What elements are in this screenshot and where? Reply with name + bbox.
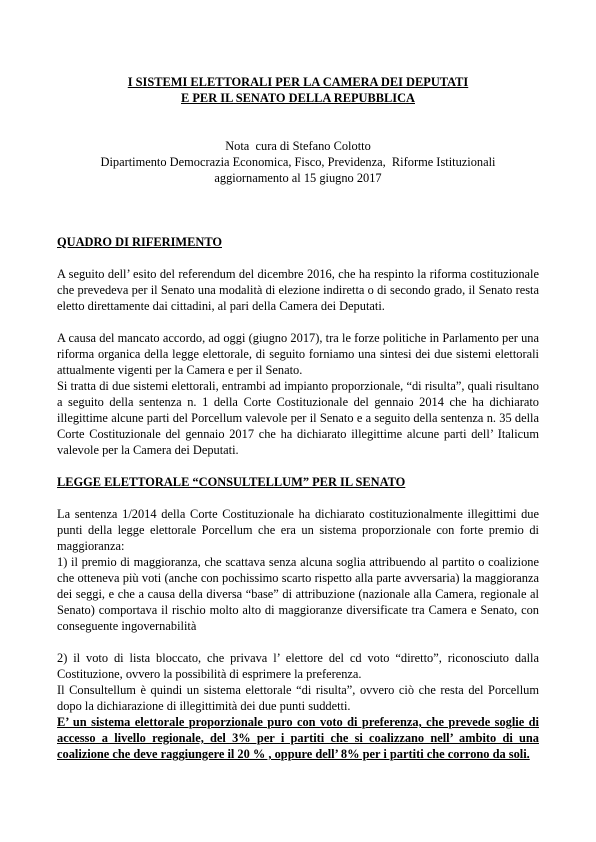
emphasized-paragraph: E’ un sistema elettorale proporzionale puro con voto di preferenza, che prevede soglie di accesso a livello regionale, del 3% per i partiti che si coalizzano nell’ ambito di una coalizione che deve raggiungere il 20 % , oppure dell’ 8% per i partiti che corrono da soli. [57, 715, 539, 761]
section-heading-consultellum: LEGGE ELETTORALE “CONSULTELLUM” PER IL SENATO [57, 475, 406, 489]
note-line-3: aggiornamento al 15 giugno 2017 [214, 171, 382, 185]
section-heading-quadro: QUADRO DI RIFERIMENTO [57, 235, 222, 249]
paragraph: La sentenza 1/2014 della Corte Costituzionale ha dichiarato costituzionalmente illegittimi due punti della legge elettorale Porcellum che era un sistema proporzionale con forte premio di maggioranza: [57, 507, 539, 553]
title-line-2: E PER IL SENATO DELLA REPUBBLICA [181, 91, 415, 105]
paragraph: Si tratta di due sistemi elettorali, entrambi ad impianto proporzionale, “di risulta”, quali risultano a seguito della sentenza n. 1 della Corte Costituzionale del gennaio 2014 che ha dichiarato illegittime alcune parti del Porcellum valevole per il Senato e a seguito della sentenza n. 35 della Corte Costituzionale del gennaio 2017 che ha dichiarato illegittime alcune parti dell’ Italicum valevole per la Camera dei Deputati. [57, 379, 539, 457]
paragraph: 1) il premio di maggioranza, che scattava senza alcuna soglia attribuendo al partito o coalizione che otteneva più voti (anche con pochissimo scarto rispetto alla parte avversaria) la maggioranza dei seggi, e che a causa della diversa “base” di attribuzione (nazionale alla Camera, regionale al Senato) comportava il rischio molto alto di maggioranze diversificate tra Camera e Senato, con conseguente ingovernabilità [57, 555, 539, 633]
paragraph: A seguito dell’ esito del referendum del dicembre 2016, che ha respinto la riforma costituzionale che prevedeva per il Senato una modalità di elezione indiretta o di secondo grado, il Senato resta eletto direttamente dai cittadini, al pari della Camera dei Deputati. [57, 267, 539, 313]
note-line-2: Dipartimento Democrazia Economica, Fisco, Previdenza, Riforme Istituzionali [100, 155, 496, 169]
note-line-1: Nota cura di Stefano Colotto [225, 139, 371, 153]
document-title [0, 74, 596, 106]
paragraph: A causa del mancato accordo, ad oggi (giugno 2017), tra le forze politiche in Parlamento per una riforma organica della legge elettorale, di seguito forniamo una sintesi dei due sistemi elettorali attualmente vigenti per la Camera e per il Senato. [57, 331, 539, 377]
title-line-1: I SISTEMI ELETTORALI PER LA CAMERA DEI DEPUTATI [127, 75, 469, 89]
paragraph: 2) il voto di lista bloccato, che privava l’ elettore del cd voto “diretto”, riconosciuto dalla Costituzione, ovvero la possibilità di esprimere la preferenza. [57, 651, 539, 681]
author-note [0, 138, 596, 186]
paragraph: Il Consultellum è quindi un sistema elettorale “di risulta”, ovvero ciò che resta del Porcellum dopo la dichiarazione di illegittimità dei due punti suddetti. [57, 683, 539, 713]
